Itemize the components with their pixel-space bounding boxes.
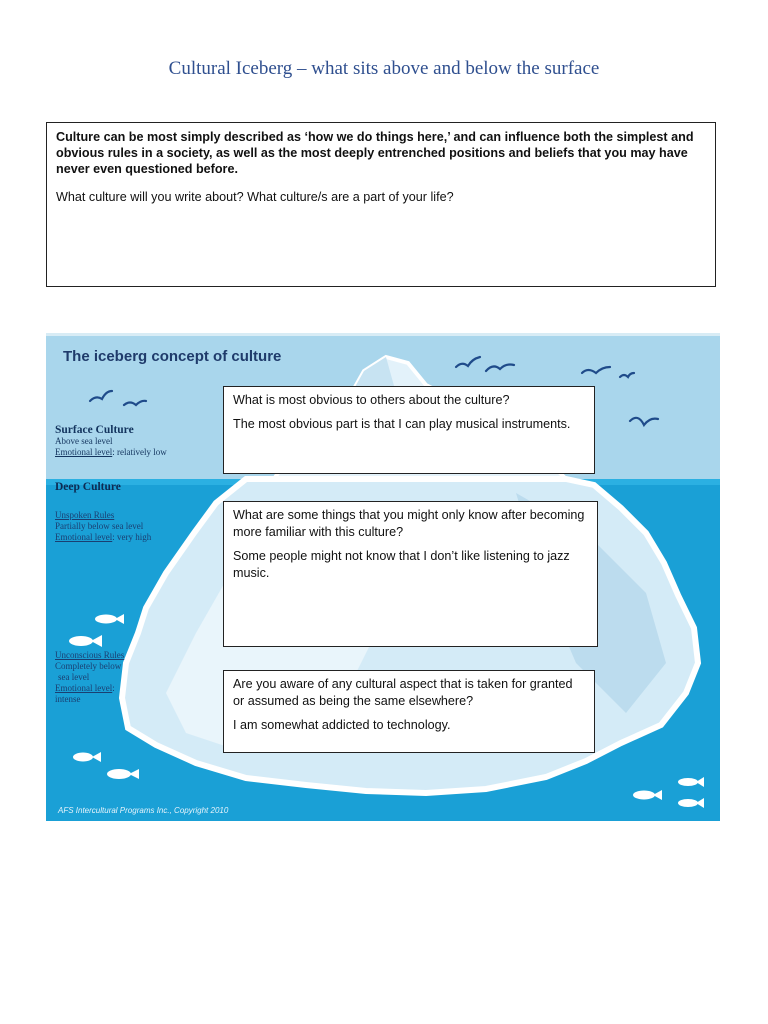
- intro-description: Culture can be most simply described as ‘how we do things here,’ and can influence both the simplest and obvious rules in a society, as well as the most deeply entrenched positions and beliefs that you may have never even questioned before.: [56, 130, 694, 176]
- question-text: Are you aware of any cultural aspect that is taken for granted or assumed as being the same elsewhere?: [233, 677, 573, 708]
- question-text: What are some things that you might only know after becoming more familiar with this culture?: [233, 508, 585, 539]
- answer-text: Some people might not know that I don’t like listening to jazz music.: [233, 549, 570, 580]
- deep-culture-label: Deep Culture: [55, 481, 121, 493]
- intro-prompt: What culture will you write about? What culture/s are a part of your life?: [56, 190, 454, 204]
- fish-icon: [95, 615, 117, 624]
- answer-text: The most obvious part is that I can play musical instruments.: [233, 417, 571, 431]
- question-box-unspoken[interactable]: [223, 501, 598, 647]
- page-title: Cultural Iceberg – what sits above and below the surface: [168, 58, 600, 79]
- unspoken-rules-label: Unspoken Rules Partially below sea level Emotional level: very high: [55, 510, 152, 542]
- intro-box: [46, 122, 716, 287]
- fish-icon: [69, 636, 93, 646]
- unconscious-rules-label: Unconscious Rules Completely below sea level Emotional level: intense: [55, 650, 125, 704]
- surface-culture-label: Surface Culture Above sea level Emotional level: relatively low: [55, 424, 167, 457]
- fish-icon: [633, 791, 655, 800]
- fish-icon: [107, 769, 131, 779]
- question-text: What is most obvious to others about the culture?: [233, 393, 510, 407]
- answer-text: I am somewhat addicted to technology.: [233, 718, 451, 732]
- question-box-unconscious[interactable]: [223, 670, 595, 753]
- question-box-surface[interactable]: [223, 386, 595, 474]
- copyright-credit: AFS Intercultural Programs Inc., Copyright 2010: [58, 806, 229, 815]
- fish-icon: [678, 778, 698, 786]
- figure-heading: The iceberg concept of culture: [63, 348, 282, 365]
- fish-icon: [678, 799, 698, 807]
- fish-icon: [73, 753, 93, 762]
